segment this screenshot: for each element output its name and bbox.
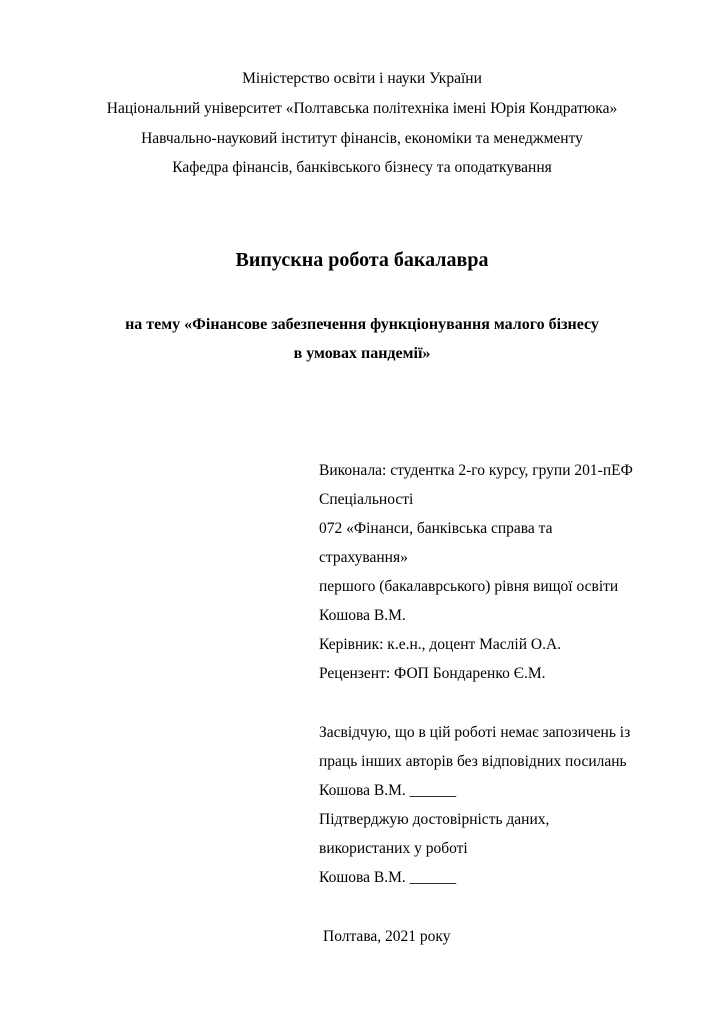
department-line: Кафедра фінансів, банківського бізнесу та оподаткування (172, 159, 552, 176)
author-line-reviewer: Рецензент: ФОП Бондаренко Є.М. (319, 665, 546, 682)
author-line-specialty-1: 072 «Фінанси, банківська справа та (319, 520, 553, 537)
place-and-year: Полтава, 2021 року (323, 928, 451, 945)
institute-line: Навчально-науковий інститут фінансів, економіки та менеджменту (141, 130, 583, 147)
declaration-signature-1: Кошова В.М. ______ (319, 782, 457, 799)
declaration-signature-2: Кошова В.М. ______ (319, 869, 457, 886)
declaration-line-1: Засвідчую, що в цій роботі немає запозичень із (319, 724, 631, 741)
topic-line-2: в умовах пандемії» (293, 345, 431, 362)
declaration-line-3: Підтверджую достовірність даних, (319, 811, 550, 828)
topic-line-1: на тему «Фінансове забезпечення функціонування малого бізнесу (125, 316, 599, 333)
author-line-specialty-2: страхування» (319, 549, 408, 566)
declaration-line-2: праць інших авторів без відповідних посилань (319, 753, 627, 770)
university-line: Національний університет «Полтавська політехніка імені Юрія Кондратюка» (106, 100, 618, 117)
document-title: Випускна робота бакалавра (235, 249, 489, 271)
declaration-line-4: використаних у роботі (319, 840, 468, 857)
author-line-level: першого (бакалаврського) рівня вищої освіти (319, 578, 619, 595)
ministry-line: Міністерство освіти і науки України (242, 70, 482, 87)
author-line-name: Кошова В.М. (319, 607, 406, 624)
author-line-supervisor: Керівник: к.е.н., доцент Маслій О.А. (319, 636, 562, 653)
author-line-specialty-label: Спеціальності (319, 491, 414, 508)
author-line-performer: Виконала: студентка 2-го курсу, групи 201-пЕФ (319, 462, 633, 479)
